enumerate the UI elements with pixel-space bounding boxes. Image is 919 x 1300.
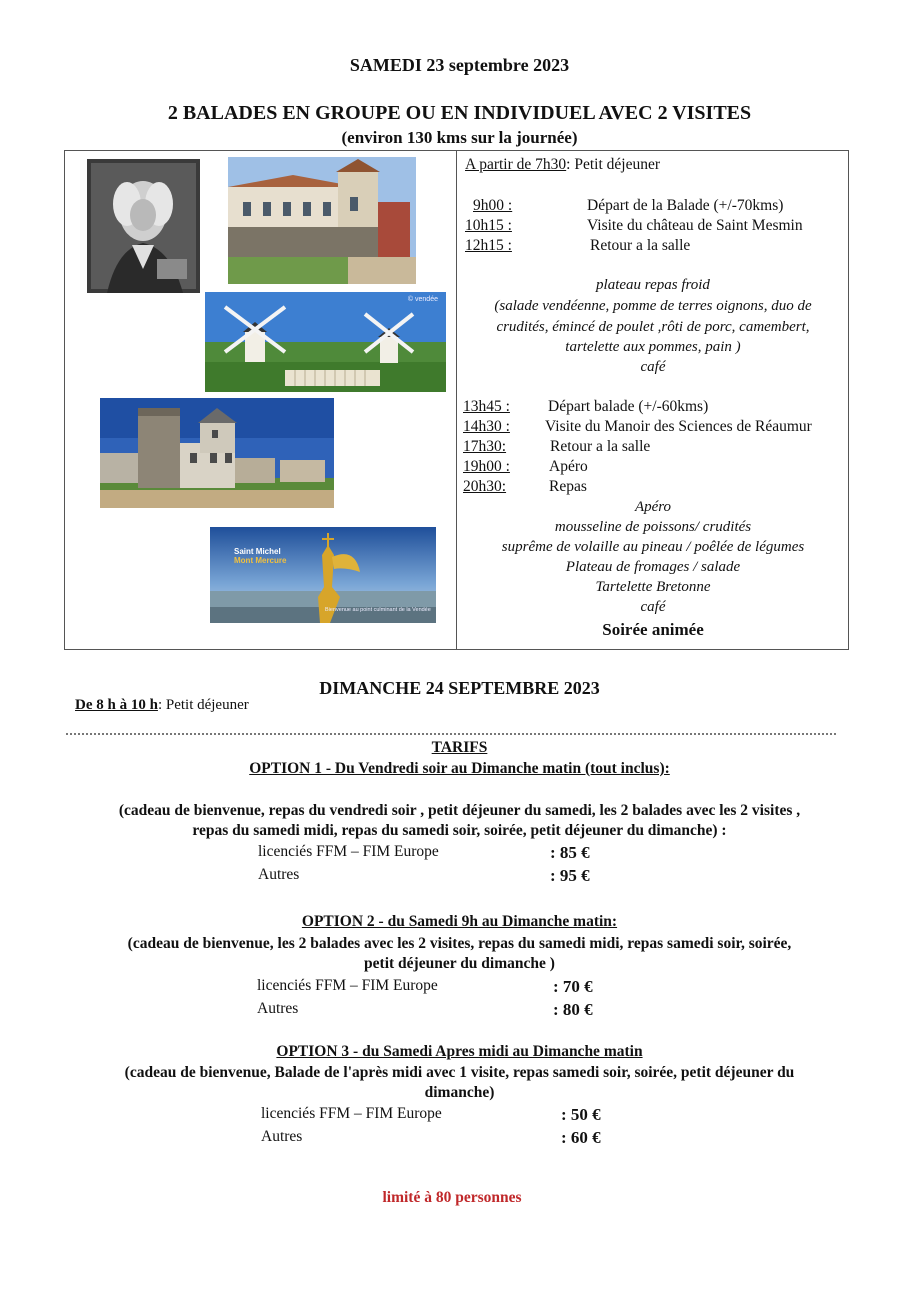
saturday-breakfast-label: : Petit déjeuner (566, 156, 661, 173)
price-value: : 80 € (553, 1000, 593, 1019)
lunch-menu-line: tartelette aux pommes, pain ) (565, 339, 741, 355)
price-value: : 50 € (561, 1105, 601, 1124)
saturday-date: SAMEDI 23 septembre 2023 (349, 55, 570, 75)
schedule-divider (456, 150, 457, 650)
saint-michel-label-line2: Mont Mercure (234, 556, 287, 565)
schedule-time: 19h00 : (463, 458, 510, 475)
schedule-time: 17h30: (463, 438, 507, 455)
saint-michel-caption: Bienvenue au point culminant de la Vendée (325, 607, 431, 613)
manoir-reaumur-image (100, 398, 334, 508)
page-subtitle: (environ 130 kms sur la journée) (341, 128, 578, 147)
dinner-menu-line: Tartelette Bretonne (595, 579, 711, 595)
dinner-menu-line: suprême de volaille au pineau / poêlée de légumes (501, 539, 805, 555)
price-value: : 95 € (550, 866, 590, 885)
dinner-menu-line: Plateau de fromages / salade (565, 559, 741, 575)
price-label: Autres (261, 1128, 303, 1145)
price-row (258, 843, 618, 861)
schedule-time: 12h15 : (465, 237, 512, 254)
price-row (261, 1105, 621, 1123)
windmills-image (205, 292, 446, 392)
dinner-menu-line: mousseline de poissons/ crudités (554, 519, 752, 535)
price-value: : 60 € (561, 1128, 601, 1147)
page-title: 2 BALADES EN GROUPE OU EN INDIVIDUEL AVEC 2 VISITES (167, 102, 752, 124)
price-label: licenciés FFM – FIM Europe (257, 977, 438, 994)
option-2-desc-line: petit déjeuner du dimanche ) (364, 955, 555, 972)
saint-michel-mont-mercure-image (210, 527, 436, 623)
schedule-label: Repas (549, 478, 587, 495)
option-1-desc-line: repas du samedi midi, repas du samedi soir, soirée, petit déjeuner du dimanche) : (192, 822, 727, 839)
dotted-separator (66, 733, 836, 735)
option-1-title: OPTION 1 - Du Vendredi soir au Dimanche matin (tout inclus): (249, 760, 670, 777)
saint-michel-label-line1: Saint Michel (234, 547, 281, 556)
option-3-desc-line: dimanche) (424, 1084, 495, 1101)
schedule-time: 13h45 : (463, 398, 510, 415)
portrait-engraving-image (87, 159, 200, 293)
price-label: Autres (258, 866, 300, 883)
price-row (257, 1000, 617, 1018)
price-value: : 85 € (550, 843, 590, 862)
lunch-menu-line: (salade vendéenne, pomme de terres oignons, duo de (494, 298, 812, 314)
windmill-watermark: © vendée (407, 296, 438, 303)
option-2-desc-line: (cadeau de bienvenue, les 2 balades avec les 2 visites, repas du samedi midi, repas samedi soir, soirée, (127, 935, 792, 952)
tarifs-title: TARIFS (431, 739, 488, 756)
lunch-menu-line: plateau repas froid (596, 277, 710, 293)
schedule-label: Visite du Manoir des Sciences de Réaumur (545, 418, 812, 435)
sunday-date: DIMANCHE 24 SEPTEMBRE 2023 (319, 678, 600, 698)
schedule-label: Retour a la salle (590, 237, 691, 254)
schedule-label: Départ de la Balade (+/-70kms) (587, 197, 784, 214)
lunch-menu-line: café (640, 359, 666, 375)
dinner-menu-line: Apéro (634, 499, 672, 515)
schedule-label: Départ balade (+/-60kms) (548, 398, 709, 415)
lunch-menu-line: crudités, émincé de poulet ,rôti de porc, camembert, (496, 319, 810, 335)
price-row (258, 866, 618, 884)
schedule-label: Apéro (549, 458, 588, 475)
schedule-time: 10h15 : (465, 217, 512, 234)
option-2-title: OPTION 2 - du Samedi 9h au Dimanche matin: (301, 913, 618, 930)
saturday-breakfast (465, 156, 660, 174)
sunday-breakfast-time: De 8 h à 10 h (75, 697, 158, 713)
sunday-breakfast-label: : Petit déjeuner (157, 697, 249, 713)
sunday-breakfast (75, 697, 249, 714)
price-label: Autres (257, 1000, 299, 1017)
price-row (261, 1128, 621, 1146)
option-3-title: OPTION 3 - du Samedi Apres midi au Dimanche matin (276, 1043, 643, 1060)
evening-entertainment: Soirée animée (602, 620, 704, 639)
schedule-time: 9h00 : (473, 197, 513, 214)
option-1-desc-line: (cadeau de bienvenue, repas du vendredi soir , petit déjeuner du samedi, les 2 balades avec les 2 visites , (118, 802, 801, 819)
price-row (257, 977, 617, 995)
option-3-desc-line: (cadeau de bienvenue, Balade de l'après midi avec 1 visite, repas samedi soir, soirée, petit déjeuner du (124, 1064, 795, 1081)
schedule-label: Retour a la salle (550, 438, 651, 455)
chateau-saint-mesmin-image (228, 157, 416, 284)
schedule-label: Visite du château de Saint Mesmin (587, 217, 803, 234)
price-value: : 70 € (553, 977, 593, 996)
participant-limit: limité à 80 personnes (382, 1189, 522, 1206)
price-label: licenciés FFM – FIM Europe (258, 843, 439, 860)
price-label: licenciés FFM – FIM Europe (261, 1105, 442, 1122)
saturday-breakfast-time: A partir de 7h30 (465, 156, 567, 173)
schedule-time: 20h30: (463, 478, 507, 495)
dinner-menu-line: café (640, 599, 666, 615)
saint-michel-label (234, 547, 286, 565)
schedule-time: 14h30 : (463, 418, 510, 435)
